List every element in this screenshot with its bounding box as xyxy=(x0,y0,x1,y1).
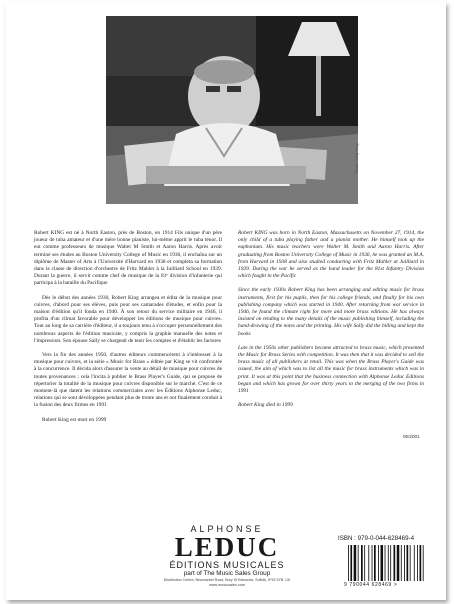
logo-alphonse: ALPHONSE xyxy=(190,524,264,534)
back-cover-page xyxy=(6,2,446,600)
edition-date-code: 05/2001 xyxy=(403,434,420,439)
english-biography xyxy=(238,230,424,416)
barcode-digits: 9 790044 628469 > xyxy=(344,582,398,588)
publisher-address: Distribution Centre, Newmarket Road, Bury St Edmunds, Suffolk, IP33 3YB, UK xyxy=(163,578,291,582)
french-paragraph-leduc: Vers la fin des années 1950, d'autres éditeurs commencèrent à s'intéresser à la musique pour cuivres, et la série « Music for Brass » éditée par King se vit confrontée à la concurrence. Il décida alors d'assurer la vente au détail de musique pour cuivres de toutes provenances ; cela l'incita à publier le Brass Player's Guide, qui se propose de répertorier la totalité de la musique pour cuivres disponible sur le marché. C'est de ce moment-là que datent les relations commerciales avec les Éditions Alphonse Leduc, relations qui se sont développées pendant plus de trente ans et ont finalement conduit à la fusion des deux firmes en 1991 xyxy=(34,352,222,409)
english-paragraph-leduc: Late in the 1950s other publishers became attracted to brass music, which presented the Music for Brass Series with competition. It was then that it was decided to sell the brass music of all publishers at retail. This was when the Brass Player's Guide was issued, the aim of which was to list all the music for brass instruments which was in print. It was at this point that the business connection with Alphonse Leduc Editions began and which has grown for over thirty years to the merging of the two firms in 1991 xyxy=(238,344,424,395)
author-photo xyxy=(106,16,358,204)
barcode-icon xyxy=(346,545,432,581)
french-paragraph-publishing: Dès le début des années 1930, Robert King arrangea et édita de la musique pour cuivres, d'abord pour ses élèves, puis pour ses camarades d'études, et enfin pour la maison d'édition qu'il fonda en 1940. À son retour du service militaire en 1946, il profita d'un climat favorable pour développer les éditions de musique pour cuivres. Tout au long de sa carrière d'éditeur, il a toujours tenu à s'occuper personnellement des nombreux aspects de l'édition musicale, y compris la graphie manuelle des notes et l'impression. Son épouse Sally se chargeait de tenir les comptes et d'établir les factures xyxy=(34,294,222,344)
publisher-url: www.musicsales.com xyxy=(208,582,246,587)
publisher-group: part of The Music Sales Group xyxy=(183,570,271,577)
photo-credit: Photo: Sally King xyxy=(354,143,359,174)
english-paragraph-death: Robert King died in 1999 xyxy=(238,402,293,409)
logo-leduc: LEDUC xyxy=(174,532,280,562)
english-paragraph-publishing: Since the early 1930s Robert King has been arranging and editing music for brass instruments, first for his pupils, then for his college friends, and finally for his own publishing company which was started in 1940. After returning from war service in 1946, he found the climate right for more and more brass editions. He has always insisted on tending to the many details of the music publishing himself, including the hand-drawing of the notes and the printing. His wife Sally did the billing and kept the books xyxy=(238,287,424,337)
publisher-logo xyxy=(134,524,320,588)
author-photo-image xyxy=(106,16,358,204)
french-biography xyxy=(34,230,222,431)
isbn-label: ISBN : 979-0-044-628469-4 xyxy=(338,535,415,542)
french-paragraph-death: Robert King est mort en 1999 xyxy=(42,416,107,423)
english-paragraph-birth: Robert KING was born in North Easton, Massachusetts on November 27, 1914, the only child of a tuba playing father and a pianist mother. He himself took up the euphonium. His music teachers were Walter M. Smith and Aaron Harris. After graduating from Boston University College of Music in 1936, he was granted an M.A. from Harvard in 1938 and also studied conducting with Fritz Mahler at Juilliard in 1939. During the war he served as the band leader for the 81st Infantry Division which fought in the Pacific xyxy=(238,230,424,280)
logo-editions: ÉDITIONS MUSICALES xyxy=(169,560,285,570)
french-paragraph-birth: Robert KING est né à North Easton, près de Boston, en 1914 Fils unique d'un père joueur de tuba amateur et d'une mère bonne pianiste, lui-même apprit le tuba ténor. Il eut comme professeurs de musique Walter M Smith et Aaron Harris. Après avoir terminé ses études au Boston University College of Music en 1936, il enchaîna sur un diplôme de Master of Arts à l'Université d'Harvard en 1938 et compléta sa formation dans la classe de direction d'orchestre de Fritz Mahler à la Juilliard School en 1939. Durant la guerre, il servit comme chef de musique de la 81ᵉ division d'infanterie qui participa à la bataille du Pacifique xyxy=(34,230,222,287)
